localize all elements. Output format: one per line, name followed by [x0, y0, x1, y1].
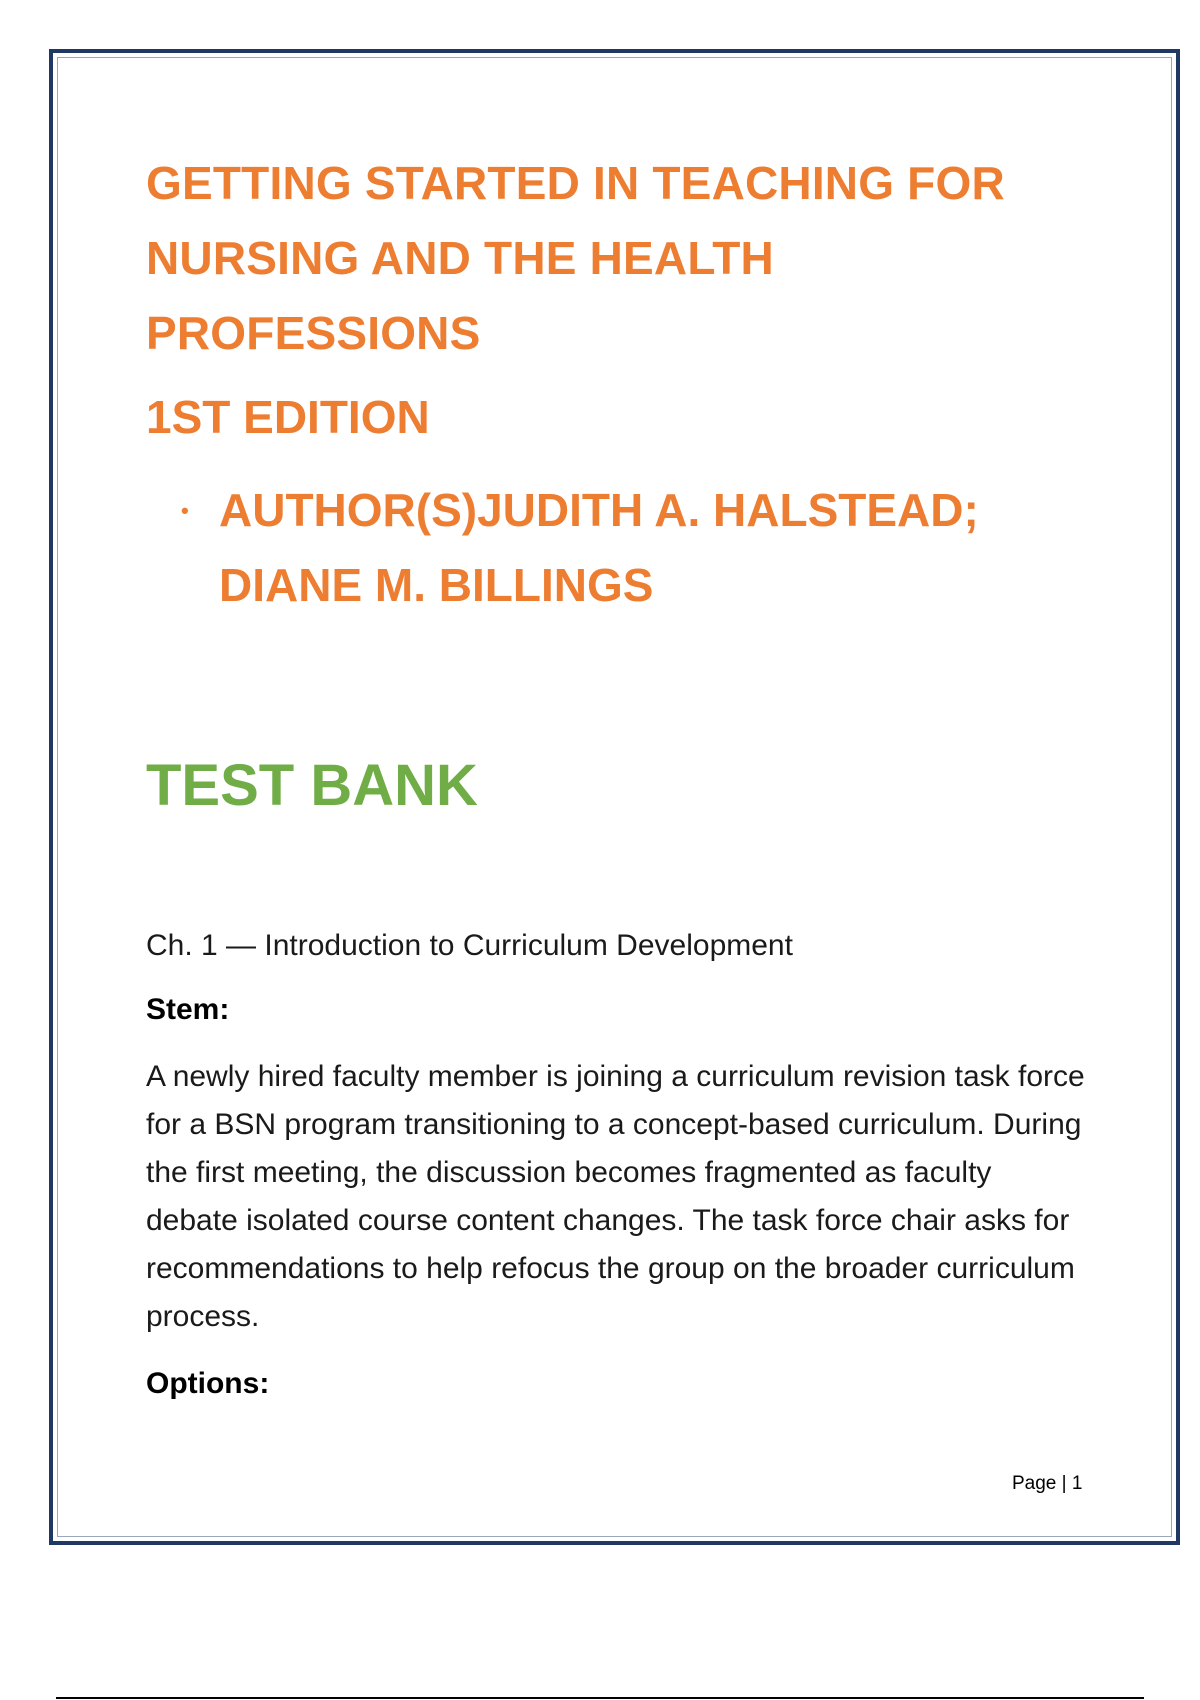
book-title-line-1: GETTING STARTED IN TEACHING FOR	[146, 157, 1005, 209]
document-body	[146, 146, 1106, 1405]
options-label: Options:	[146, 1367, 270, 1400]
edition-label: 1ST EDITION	[146, 391, 430, 443]
book-title-line-3: PROFESSIONS	[146, 307, 481, 359]
author-list	[146, 473, 1106, 623]
page-number: Page | 1	[1012, 1473, 1083, 1494]
test-bank-heading: TEST BANK	[146, 753, 478, 818]
stem-text: A newly hired faculty member is joining a curriculum revision task force for a BSN program transitioning to a concept-based curriculum. During the first meeting, the discussion becomes fragmented as faculty debate isolated course content changes. The task force chair asks for recommendations to help refocus the group on the broader curriculum process.	[146, 1060, 1085, 1333]
bottom-divider	[56, 1697, 1144, 1699]
book-title	[146, 146, 1106, 371]
bullet-icon: •	[181, 498, 189, 523]
author-line-2: DIANE M. BILLINGS	[219, 559, 654, 611]
chapter-heading: Ch. 1 — Introduction to Curriculum Development	[146, 929, 793, 962]
author-line-1: AUTHOR(S)JUDITH A. HALSTEAD;	[219, 484, 979, 536]
stem-label: Stem:	[146, 993, 230, 1026]
book-title-line-2: NURSING AND THE HEALTH	[146, 232, 774, 284]
